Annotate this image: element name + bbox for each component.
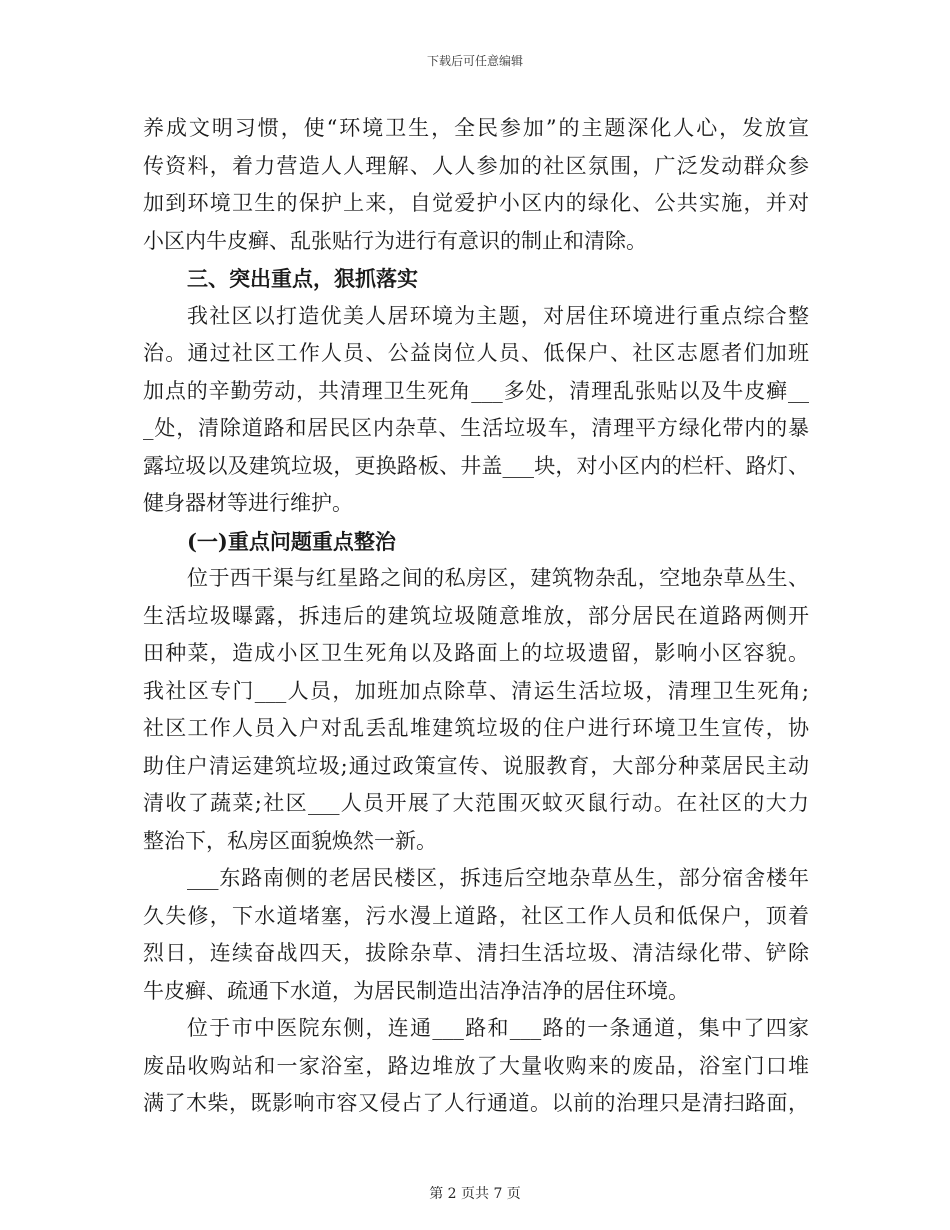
page-footer: 第 2 页共 7 页 — [429, 1186, 521, 1202]
page-header: 下载后可任意编辑 — [426, 54, 523, 68]
text-line: ___东路南侧的老居民楼区，拆违后空地杂草丛生，部分宿舍楼年 — [187, 866, 809, 890]
text-line: 社区工作人员入户对乱丢乱堆建筑垃圾的住户进行环境卫生宣传，协 — [143, 716, 809, 740]
text-line: 牛皮癣、疏通下水道，为居民制造出洁净洁净的居住环境。 — [143, 978, 689, 1003]
text-line: 健身器材等进行维护。 — [143, 491, 353, 515]
text-line: 生活垃圾曝露，拆违后的建筑垃圾随意堆放，部分居民在道路两侧开 — [143, 603, 809, 628]
text-line: 清收了蔬菜;社区___人员开展了大范围灭蚊灭鼠行动。在社区的大力 — [143, 791, 809, 815]
text-line: 烈日，连续奋战四天，拔除杂草、清扫生活垃圾、清洁绿化带、铲除 — [143, 941, 809, 965]
section-heading: 三、突出重点，狠抓落实 — [187, 266, 418, 291]
text-line: 治。通过社区工作人员、公益岗位人员、低保户、社区志愿者们加班 — [143, 341, 809, 365]
text-line: 位于西干渠与红星路之间的私房区，建筑物杂乱，空地杂草丛生、 — [187, 566, 809, 590]
text-line: 传资料，着力营造人人理解、人人参加的社区氛围，广泛发动群众参 — [143, 153, 809, 178]
text-line: 废品收购站和一家浴室，路边堆放了大量收购来的废品，浴室门口堆 — [143, 1053, 809, 1078]
text-line: 养成文明习惯，使“环境卫生，全民参加”的主题深化人心，发放宣 — [143, 116, 809, 140]
text-line: 我社区专门___人员，加班加点除草、清运生活垃圾，清理卫生死角; — [143, 678, 809, 703]
text-line: _处，清除道路和居民区内杂草、生活垃圾车，清理平方绿化带内的暴 — [143, 416, 809, 440]
text-line: 整治下，私房区面貌焕然一新。 — [143, 828, 437, 853]
text-line: 加点的辛勤劳动，共清理卫生死角___多处，清理乱张贴以及牛皮癣__ — [143, 378, 809, 403]
text-line: 位于市中医院东侧，连通___路和___路的一条通道，集中了四家 — [187, 1016, 809, 1040]
text-line: 满了木柴，既影响市容又侵占了人行通道。以前的治理只是清扫路面， — [143, 1091, 809, 1115]
section-heading: (一)重点问题重点整治 — [187, 528, 396, 554]
text-line: 助住户清运建筑垃圾;通过政策宣传、说服教育，大部分种菜居民主动 — [143, 753, 809, 778]
text-line: 久失修，下水道堵塞，污水漫上道路，社区工作人员和低保户，顶着 — [143, 903, 809, 928]
text-line: 我社区以打造优美人居环境为主题，对居住环境进行重点综合整 — [187, 303, 809, 328]
text-line: 小区内牛皮癣、乱张贴行为进行有意识的制止和清除。 — [143, 228, 647, 253]
text-line: 露垃圾以及建筑垃圾，更换路板、井盖___块，对小区内的栏杆、路灯、 — [143, 453, 809, 478]
document-body — [143, 110, 809, 1123]
text-line: 田种菜，造成小区卫生死角以及路面上的垃圾遗留，影响小区容貌。 — [143, 641, 809, 665]
text-line: 加到环境卫生的保护上来，自觉爱护小区内的绿化、公共实施，并对 — [143, 191, 809, 215]
